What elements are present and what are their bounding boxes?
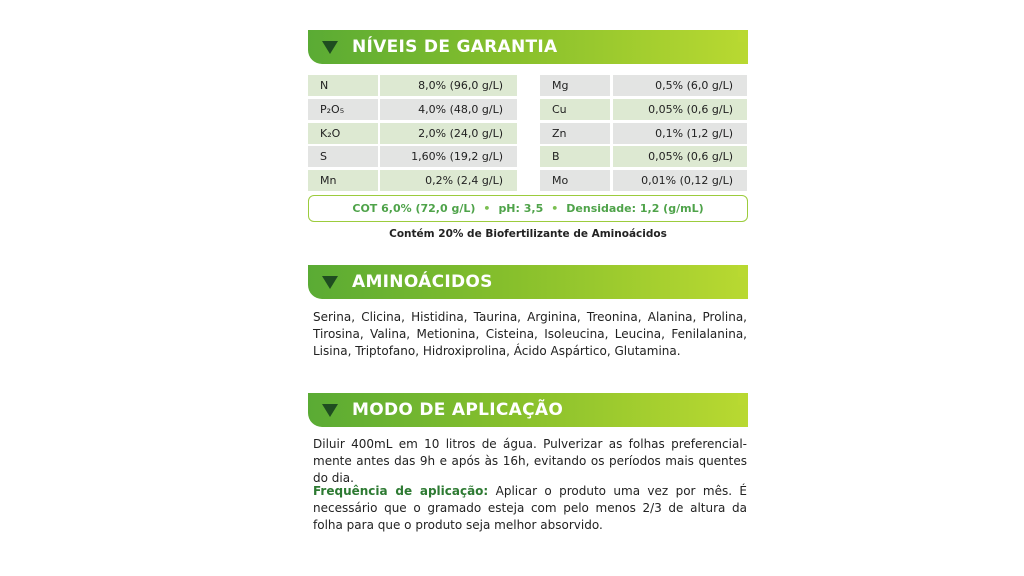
nutrient-label: Zn xyxy=(540,123,610,144)
application-instructions: Diluir 400mL em 10 litros de água. Pulverizar as folhas preferencial-mente antes das 9h e após às 16h, evitando os períodos mais quentes do dia. xyxy=(313,437,747,485)
nutrient-label: B xyxy=(540,146,610,167)
section-title: NÍVEIS DE GARANTIA xyxy=(352,37,558,57)
table-row xyxy=(540,99,747,120)
nutrient-label: Mg xyxy=(540,75,610,96)
nutrient-label: P₂O₅ xyxy=(308,99,378,120)
nutrient-value: 0,2% (2,4 g/L) xyxy=(380,170,517,191)
triangle-down-icon xyxy=(322,41,338,54)
table-row xyxy=(540,75,747,96)
nutrient-value: 0,01% (0,12 g/L) xyxy=(613,170,747,191)
nutrient-value: 0,05% (0,6 g/L) xyxy=(613,99,747,120)
summary-box xyxy=(308,195,748,222)
section-title: MODO DE APLICAÇÃO xyxy=(352,400,564,420)
nutrient-label: N xyxy=(308,75,378,96)
nutrient-value: 1,60% (19,2 g/L) xyxy=(380,146,517,167)
biofertilizer-note: Contém 20% de Biofertilizante de Aminoácidos xyxy=(389,228,667,240)
aminoacids-list: Serina, Clicina, Histidina, Taurina, Arginina, Treonina, Alanina, Prolina, Tirosina, Valina, Metionina, Cisteina, Isoleucina, Leucina, Fenilalanina, Lisina, Triptofano, Hidroxiprolina, Ácido Aspártico, Glutamina. xyxy=(313,310,747,358)
nutrient-label: Mo xyxy=(540,170,610,191)
bullet-separator: • xyxy=(551,202,559,215)
table-row xyxy=(308,146,517,167)
table-row xyxy=(308,75,517,96)
nutrient-label: K₂O xyxy=(308,123,378,144)
frequency-label: Frequência de aplicação: xyxy=(313,484,489,498)
section-header-aminoacidos xyxy=(308,265,748,299)
nutrient-label: S xyxy=(308,146,378,167)
table-row xyxy=(540,123,747,144)
nutrient-label: Mn xyxy=(308,170,378,191)
ph-value: pH: 3,5 xyxy=(498,202,544,215)
table-row xyxy=(540,146,747,167)
nutrient-value: 0,05% (0,6 g/L) xyxy=(613,146,747,167)
table-row xyxy=(308,170,517,191)
nutrient-value: 2,0% (24,0 g/L) xyxy=(380,123,517,144)
table-row xyxy=(308,123,517,144)
section-title: AMINOÁCIDOS xyxy=(352,272,493,292)
nutrient-value: 4,0% (48,0 g/L) xyxy=(380,99,517,120)
nutrient-value: 0,1% (1,2 g/L) xyxy=(613,123,747,144)
density-value: Densidade: 1,2 (g/mL) xyxy=(566,202,704,215)
section-header-garantia xyxy=(308,30,748,64)
triangle-down-icon xyxy=(322,276,338,289)
section-header-aplicacao xyxy=(308,393,748,427)
table-row xyxy=(308,99,517,120)
table-row xyxy=(540,170,747,191)
nutrient-label: Cu xyxy=(540,99,610,120)
nutrient-value: 8,0% (96,0 g/L) xyxy=(380,75,517,96)
application-frequency xyxy=(313,483,747,534)
bullet-separator: • xyxy=(483,202,491,215)
frequency-text: Aplicar o produto uma vez por mês. É necessário que o gramado esteja com pelo menos 2/3 de altura da folha para que o produto seja melhor absorvido. xyxy=(313,484,747,532)
triangle-down-icon xyxy=(322,404,338,417)
nutrient-value: 0,5% (6,0 g/L) xyxy=(613,75,747,96)
cot-value: COT 6,0% (72,0 g/L) xyxy=(352,202,476,215)
